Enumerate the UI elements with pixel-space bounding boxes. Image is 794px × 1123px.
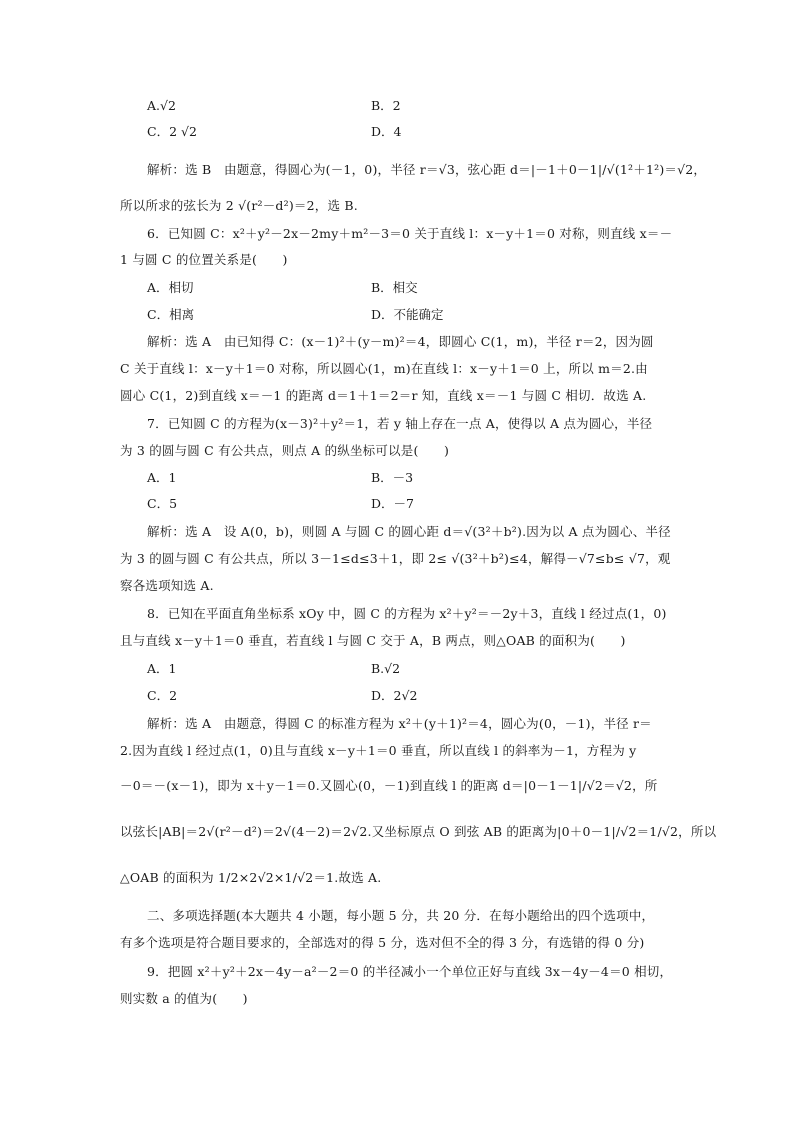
q6-option-a: A．相切 xyxy=(147,280,194,295)
section2-heading-line: 二、多项选择题(本大题共 4 小题，每小题 5 分，共 20 分．在每小题给出的四个选项中， xyxy=(147,908,655,923)
q7-solution-line: 为 3 的圆与圆 C 有公共点，所以 3－1≤d≤3＋1，即 2≤ √(3²＋b²)≤4，解得－√7≤b≤ √7，观 xyxy=(120,551,671,566)
section2-heading-line: 有多个选项是符合题目要求的，全部选对的得 5 分，选对但不全的得 3 分，有选错的得 0 分) xyxy=(120,935,645,950)
q7-option-c: C．5 xyxy=(147,496,178,511)
q8-option-d: D．2√2 xyxy=(371,688,418,703)
q6-solution-line: 圆心 C(1，2)到直线 x＝－1 的距离 d＝1＋1＝2＝r 知，直线 x＝－1 与圆 C 相切．故选 A. xyxy=(120,388,647,403)
q5-solution-line: 所以所求的弦长为 2 √(r²－d²)＝2，选 B. xyxy=(120,198,358,213)
q5-option-a: A.√2 xyxy=(147,98,176,113)
q8-option-b: B.√2 xyxy=(371,661,401,676)
q6-option-b: B．相交 xyxy=(371,280,418,295)
q7-option-a: A．1 xyxy=(147,470,177,485)
q6-option-c: C．相离 xyxy=(147,307,195,322)
q9-stem-line: 9．把圆 x²＋y²＋2x－4y－a²－2＝0 的半径减小一个单位正好与直线 3x－4y－4＝0 相切， xyxy=(147,964,673,979)
q5-option-d: D．4 xyxy=(371,124,402,139)
q7-solution-line: 察各选项知选 A. xyxy=(120,578,214,593)
q5-option-b: B．2 xyxy=(371,98,401,113)
q8-solution-line: －0＝－(x－1)，即为 x＋y－1＝0.又圆心(0，－1)到直线 l 的距离 d＝|0－1－1|/√2＝√2，所 xyxy=(120,778,658,793)
q6-option-d: D．不能确定 xyxy=(371,307,444,322)
q8-option-a: A．1 xyxy=(147,661,177,676)
q8-solution-line: △OAB 的面积为 1/2×2√2×1/√2＝1.故选 A. xyxy=(120,870,382,885)
q8-solution-line: 以弦长|AB|＝2√(r²－d²)＝2√(4－2)＝2√2.又坐标原点 O 到弦 AB 的距离为|0＋0－1|/√2＝1/√2，所以 xyxy=(120,824,717,839)
q8-solution-line: 2.因为直线 l 经过点(1，0)且与直线 x－y＋1＝0 垂直，所以直线 l 的斜率为－1，方程为 y xyxy=(120,743,637,758)
q5-option-c: C．2 √2 xyxy=(147,124,197,139)
q9-stem-line: 则实数 a 的值为( ) xyxy=(120,991,248,1006)
q5-solution-line: 解析：选 B 由题意，得圆心为(－1，0)，半径 r＝√3，弦心距 d＝|－1＋0－1|/√(1²＋1²)＝√2， xyxy=(147,162,707,177)
q7-solution-line: 解析：选 A 设 A(0，b)，则圆 A 与圆 C 的圆心距 d＝√(3²＋b²).因为以 A 点为圆心、半径 xyxy=(147,524,671,539)
q8-solution-line: 解析：选 A 由题意，得圆 C 的标准方程为 x²＋(y＋1)²＝4，圆心为(0，－1)，半径 r＝ xyxy=(147,716,652,731)
q6-solution-line: C 关于直线 l：x－y＋1＝0 对称，所以圆心(1，m)在直线 l：x－y＋1＝0 上，所以 m＝2.由 xyxy=(120,361,648,376)
q8-stem-line: 8．已知在平面直角坐标系 xOy 中，圆 C 的方程为 x²＋y²＝－2y＋3，直线 l 经过点(1，0) xyxy=(147,606,667,621)
q6-solution-line: 解析：选 A 由已知得 C：(x－1)²＋(y－m)²＝4，即圆心 C(1，m)，半径 r＝2，因为圆 xyxy=(147,334,654,349)
q7-option-d: D．－7 xyxy=(371,496,414,511)
q7-stem-line: 为 3 的圆与圆 C 有公共点，则点 A 的纵坐标可以是( ) xyxy=(120,443,450,458)
q7-option-b: B．－3 xyxy=(371,470,414,485)
q6-stem-line: 1 与圆 C 的位置关系是( ) xyxy=(120,252,288,267)
q6-stem-line: 6．已知圆 C：x²＋y²－2x－2my＋m²－3＝0 关于直线 l：x－y＋1＝0 对称，则直线 x＝－ xyxy=(147,226,673,241)
q8-option-c: C．2 xyxy=(147,688,178,703)
q7-stem-line: 7．已知圆 C 的方程为(x－3)²＋y²＝1，若 y 轴上存在一点 A，使得以 A 点为圆心，半径 xyxy=(147,416,653,431)
q8-stem-line: 且与直线 x－y＋1＝0 垂直，若直线 l 与圆 C 交于 A，B 两点，则△OAB 的面积为( ) xyxy=(120,633,626,648)
